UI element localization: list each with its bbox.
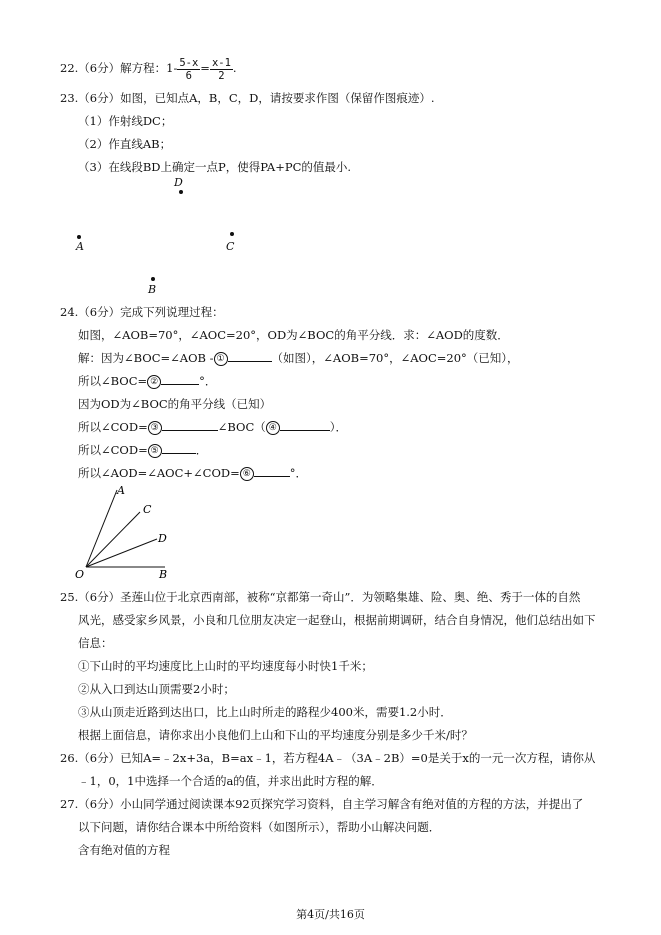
q27-line-2: 以下问题，请你结合课本中所给资料（如图所示），帮助小山解决问题． xyxy=(78,820,441,834)
q24-line-1: 如图，∠AOB=70°，∠AOC=20°，OD为∠BOC的角平分线．求：∠AOD的度数． xyxy=(78,328,509,342)
q26-line-1: 26.（6分）已知A=﹣2x+3a，B=ax﹣1，若方程4A﹣（3A﹣2B）=0是关于x的一元一次方程，请你从 xyxy=(60,751,596,765)
q24-line-4: 因为OD为∠BOC的角平分线（已知） xyxy=(78,397,272,411)
blank-5[interactable] xyxy=(162,442,196,454)
page-footer: 第4页/共16页 xyxy=(296,908,365,921)
point-b-label: B xyxy=(148,283,157,296)
q24-line-7: 所以∠AOD=∠AOC+∠COD= ⑥ °． xyxy=(78,466,307,480)
ray-od xyxy=(86,539,157,567)
point-a-label: A xyxy=(76,240,84,253)
point-a xyxy=(77,235,81,239)
q22-stem: （6分）解方程： xyxy=(78,61,167,75)
q25-info-3: ③从山顶走近路到达出口，比上山时所走的路程少400米，需要1.2小时． xyxy=(78,705,452,719)
ray-oc xyxy=(86,512,140,567)
blank-6[interactable] xyxy=(254,465,290,477)
q27-line-1: 27.（6分）小山同学通过阅读课本92页探究学习资料，自主学习解含有绝对值的方程的方法，并提出了 xyxy=(60,797,584,811)
q26-line-2: ﹣1，0，1中选择一个合适的a的值，并求出此时方程的解． xyxy=(78,774,383,788)
point-c xyxy=(230,232,234,236)
q22-fraction-1: $\frac{5-x}{6}$ xyxy=(179,56,199,82)
blank-2[interactable] xyxy=(161,373,199,385)
q24-line-6: 所以∠COD= ⑤ ． xyxy=(78,443,208,457)
fig-label-c: C xyxy=(143,503,152,516)
q23-step-3: （3）在线段BD上确定一点P，使得PA+PC的值最小. xyxy=(78,160,352,174)
fig-label-o: O xyxy=(75,568,85,581)
blank-4[interactable] xyxy=(280,419,330,431)
ray-oa xyxy=(86,490,117,567)
q22-fraction-2: $\frac{x-1}{2}$ xyxy=(211,56,231,82)
q24-line-2: 解：因为∠BOC=∠AOB - ① （如图），∠AOB=70°，∠AOC=20°（已知）， xyxy=(78,351,519,365)
fig-label-a: A xyxy=(117,484,125,497)
q25-info-1: ①下山时的平均速度比上山时的平均速度每小时快1千米； xyxy=(78,659,373,673)
q22-equals: = xyxy=(200,61,210,75)
fig-label-b: B xyxy=(159,568,168,581)
q22-number: 22. xyxy=(60,61,79,75)
q24-stem: 24.（6分）完成下列说理过程： xyxy=(60,305,224,319)
q25-line-4: 根据上面信息，请你求出小良他们上山和下山的平均速度分别是多少千米/时？ xyxy=(78,728,473,742)
blank-1[interactable] xyxy=(228,350,272,362)
point-d-label: D xyxy=(174,176,183,189)
q22-one: 1- xyxy=(166,61,178,75)
point-d xyxy=(179,190,183,194)
q25-info-2: ②从入口到达山顶需要2小时； xyxy=(78,682,235,696)
q25-line-2: 风光，感受家乡风景，小良和几位朋友决定一起登山，根据前期调研，结合自身情况，他们总结出如下 xyxy=(78,613,596,627)
q25-line-1: 25.（6分）圣莲山位于北京西南部，被称“京都第一奇山”．为领略集雄、险、奥、绝、秀于一体的自然 xyxy=(60,590,581,604)
q22-line: 22.（6分）解方程：1- $\frac{5-x}{6}$ = $\frac{x-1}{2}$ . xyxy=(60,56,237,82)
q24-line-5: 所以∠COD= ③ ∠BOC（ ④ ）． xyxy=(78,420,347,434)
q23-step-2: （2）作直线AB； xyxy=(78,137,172,151)
point-c-label: C xyxy=(226,240,235,253)
point-b xyxy=(151,277,155,281)
fig-label-d: D xyxy=(158,532,167,545)
q24-line-3: 所以∠BOC= ② °． xyxy=(78,374,217,388)
blank-3[interactable] xyxy=(162,419,218,431)
q27-line-3: 含有绝对值的方程 xyxy=(78,843,170,857)
q25-line-3: 信息： xyxy=(78,636,113,650)
q23-stem: 23.（6分）如图，已知点A，B，C，D，请按要求作图（保留作图痕迹）. xyxy=(60,91,435,105)
q23-step-1: （1）作射线DC； xyxy=(78,114,173,128)
